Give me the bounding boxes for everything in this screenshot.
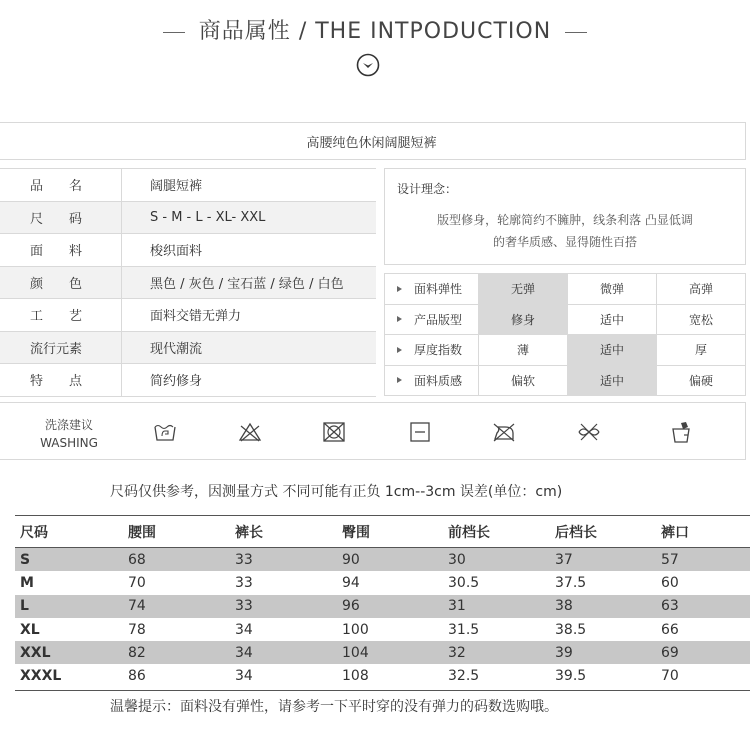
table-cell: 94 [342, 574, 360, 591]
table-cell: 34 [235, 621, 253, 638]
attribute-value: 黑色 / 灰色 / 宝石蓝 / 绿色 / 白色 [150, 276, 344, 292]
header-title-en: THE INTPODUCTION [315, 19, 552, 44]
section-header [0, 14, 750, 45]
hand-wash-icon [153, 421, 177, 443]
attribute-row [0, 234, 376, 267]
attribute-label: 品 名 [0, 169, 122, 201]
table-cell: 34 [235, 644, 253, 661]
washing-box [0, 402, 746, 460]
washing-label-cn: 洗涤建议 [44, 418, 93, 432]
header-dash-right [565, 32, 587, 33]
table-cell: 34 [235, 668, 253, 685]
no-wring-icon [577, 421, 601, 443]
tip-text: 温馨提示：面料没有弹性，请参考一下平时穿的没有弹力的码数选购哦。 [110, 699, 558, 715]
size-table [15, 515, 750, 688]
feature-row [385, 305, 745, 336]
feature-label: 面料弹性 [385, 274, 479, 304]
table-row [15, 595, 750, 618]
washing-label [38, 416, 100, 452]
size-table-header [15, 516, 750, 548]
header-separator: / [298, 19, 308, 44]
no-tumble-dry-icon [322, 421, 346, 443]
header-dash-left [163, 32, 185, 33]
feature-option: 偏软 [479, 366, 568, 396]
table-cell: 66 [661, 621, 679, 638]
feature-option-selected: 适中 [568, 366, 657, 396]
concept-title: 设计理念： [397, 182, 458, 196]
feature-label: 产品版型 [385, 305, 479, 335]
table-cell: 96 [342, 598, 360, 615]
attribute-value: 现代潮流 [150, 341, 203, 357]
attribute-label: 工 艺 [0, 299, 122, 331]
size-cell: XXL [20, 644, 51, 661]
size-cell: L [20, 598, 29, 615]
table-cell: 37.5 [555, 574, 587, 591]
triangle-right-icon [397, 347, 402, 353]
table-row [15, 571, 750, 594]
table-cell: 39 [555, 644, 573, 661]
table-cell: 33 [235, 598, 253, 615]
attribute-row [0, 267, 376, 300]
table-cell: 31 [448, 598, 466, 615]
table-cell: 31.5 [448, 621, 480, 638]
concept-line-1: 版型修身，轮廓简约不臃肿，线条利落 凸显低调 [437, 213, 693, 227]
table-row [15, 641, 750, 664]
attribute-row [0, 202, 376, 235]
table-cell: 33 [235, 574, 253, 591]
table-cell: 57 [661, 551, 679, 568]
feature-option: 微弹 [568, 274, 657, 304]
feature-option-selected: 适中 [568, 335, 657, 365]
attribute-label: 面 料 [0, 234, 122, 266]
attribute-row [0, 299, 376, 332]
table-cell: 86 [128, 668, 146, 685]
column-header: 裤口 [661, 524, 689, 541]
attribute-label: 颜 色 [0, 267, 122, 299]
table-cell: 32.5 [448, 668, 480, 685]
feature-option-selected: 无弹 [479, 274, 568, 304]
column-header: 臀围 [342, 524, 370, 541]
feature-table [384, 273, 746, 396]
column-header: 尺码 [20, 524, 48, 541]
table-cell: 69 [661, 644, 679, 661]
washing-label-en: WASHING [40, 436, 98, 450]
attribute-row [0, 332, 376, 365]
attribute-value: 简约修身 [150, 374, 203, 390]
table-cell: 60 [661, 574, 679, 591]
dry-flat-icon [408, 421, 432, 443]
attribute-value: 梭织面料 [150, 244, 203, 260]
table-cell: 104 [342, 644, 369, 661]
size-cell: S [20, 551, 31, 568]
size-cell: M [20, 574, 34, 591]
column-header: 后档长 [555, 524, 597, 541]
attribute-value: S - M - L - XL- XXL [150, 209, 266, 225]
chevron-down-circle-icon [356, 53, 380, 77]
table-cell: 63 [661, 598, 679, 615]
column-header: 裤长 [235, 524, 263, 541]
design-concept-box [384, 168, 746, 265]
feature-row [385, 366, 745, 397]
table-cell: 78 [128, 621, 146, 638]
feature-option: 偏硬 [688, 373, 713, 388]
feature-option: 宽松 [688, 312, 713, 327]
table-cell: 108 [342, 668, 369, 685]
table-cell: 38 [555, 598, 573, 615]
triangle-right-icon [397, 316, 402, 322]
attribute-value: 阔腿短裤 [150, 179, 203, 195]
feature-option-selected: 修身 [479, 305, 568, 335]
table-row [15, 664, 750, 687]
feature-option: 薄 [479, 335, 568, 365]
size-cell: XXXL [20, 668, 62, 685]
table-cell: 37 [555, 551, 573, 568]
table-bottom-rule [15, 690, 750, 691]
no-iron-icon [492, 421, 516, 443]
table-cell: 32 [448, 644, 466, 661]
attribute-label: 特 点 [0, 364, 122, 396]
table-cell: 33 [235, 551, 253, 568]
attribute-row [0, 364, 376, 397]
feature-option: 厚 [694, 343, 707, 358]
size-note: 尺码仅供参考，因测量方式 不同可能有正负 1cm--3cm 误差(单位：cm) [110, 484, 563, 500]
size-cell: XL [20, 621, 40, 638]
table-cell: 74 [128, 598, 146, 615]
table-cell: 70 [661, 668, 679, 685]
table-row [15, 618, 750, 641]
attribute-row [0, 169, 376, 202]
triangle-right-icon [397, 286, 402, 292]
feature-row [385, 274, 745, 305]
concept-line-2: 的奢华质感、显得随性百搭 [492, 235, 637, 249]
no-bleach-icon [238, 421, 262, 443]
attribute-value: 面料交错无弹力 [150, 309, 242, 325]
table-cell: 30.5 [448, 574, 480, 591]
header-title-cn: 商品属性 [198, 19, 291, 44]
attribute-table [0, 168, 376, 397]
table-cell: 39.5 [555, 668, 587, 685]
feature-option: 高弹 [688, 282, 713, 297]
feature-label: 厚度指数 [385, 335, 479, 365]
table-row [15, 548, 750, 571]
column-header: 腰围 [128, 524, 156, 541]
feature-row [385, 335, 745, 366]
table-cell: 38.5 [555, 621, 587, 638]
table-cell: 90 [342, 551, 360, 568]
attribute-label: 尺 码 [0, 202, 122, 234]
table-cell: 68 [128, 551, 146, 568]
table-cell: 30 [448, 551, 466, 568]
feature-label: 面料质感 [385, 366, 479, 396]
triangle-right-icon [397, 377, 402, 383]
feature-option: 适中 [568, 305, 657, 335]
column-header: 前档长 [448, 524, 490, 541]
hanging-dry-icon [669, 421, 693, 443]
product-title: 高腰纯色休闲阔腿短裤 [0, 122, 746, 160]
table-cell: 82 [128, 644, 146, 661]
table-cell: 100 [342, 621, 369, 638]
table-cell: 70 [128, 574, 146, 591]
attribute-label: 流行元素 [0, 332, 122, 364]
